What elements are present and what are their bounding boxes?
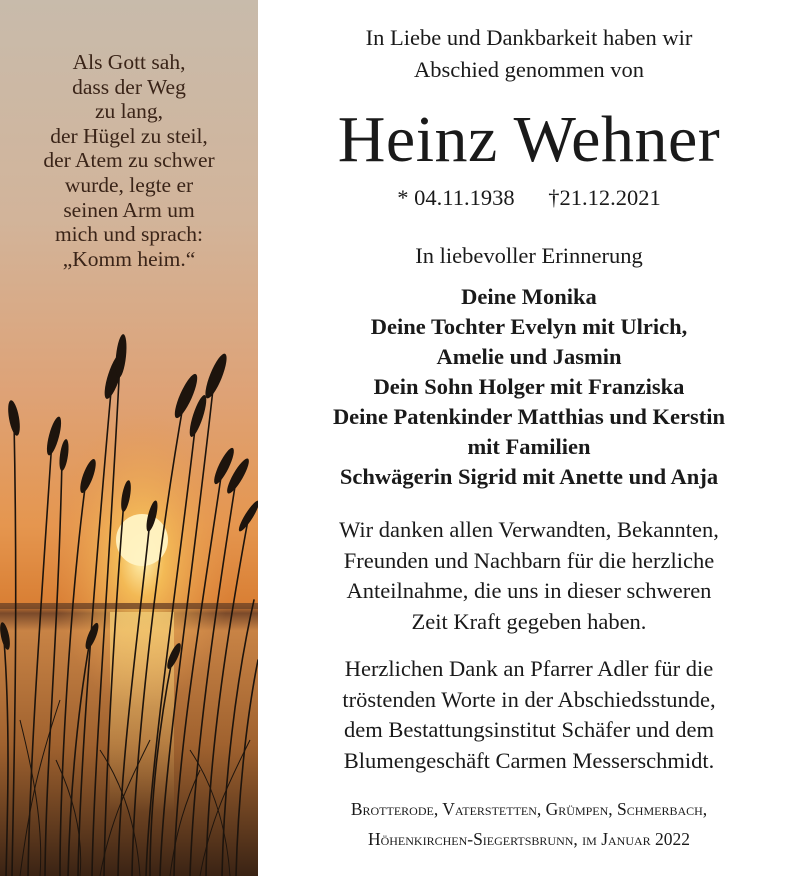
mourner-line: Amelie und Jasmin	[436, 344, 622, 369]
death-date: †21.12.2021	[548, 185, 661, 210]
obituary-text	[258, 0, 800, 876]
thanks-line: Freunden und Nachbarn für die herzliche	[343, 547, 715, 573]
poem-line: „Komm heim.“	[62, 246, 196, 271]
mourner-line: mit Familien	[467, 434, 591, 459]
deceased-name: Heinz Wehner	[337, 103, 721, 176]
poem	[0, 50, 258, 271]
acknowledgement-line: tröstenden Worte in der Abschiedsstunde,	[342, 686, 716, 712]
birth-date: * 04.11.1938	[397, 185, 515, 210]
acknowledgement-paragraph	[258, 654, 800, 776]
mourner-line: Deine Patenkinder Matthias und Kerstin	[332, 404, 726, 429]
poem-line: dass der Weg	[72, 74, 186, 99]
acknowledgement-line: dem Bestattungsinstitut Schäfer und dem	[344, 717, 714, 742]
intro	[258, 22, 800, 86]
mourner-line: Schwägerin Sigrid mit Anette und Anja	[339, 464, 719, 489]
mourner-line: Deine Tochter Evelyn mit Ulrich,	[370, 314, 688, 339]
life-dates	[258, 182, 800, 214]
poem-line: der Atem zu schwer	[43, 148, 215, 173]
acknowledgement-line: Herzlichen Dank an Pfarrer Adler für die	[344, 656, 714, 681]
thanks-line: Anteilnahme, die uns in dieser schweren	[346, 578, 712, 603]
places-line-1: Brotterode, Vaterstetten, Grümpen, Schmerbach,	[350, 799, 708, 819]
places-and-date	[258, 794, 800, 854]
poem-line: seinen Arm um	[63, 197, 195, 222]
acknowledgement-line: Blumengeschäft Carmen Messerschmidt.	[343, 747, 715, 773]
remembrance-heading: In liebevoller Erinnerung	[415, 243, 643, 268]
mourner-line: Deine Monika	[461, 284, 597, 309]
intro-line-1: In Liebe und Dankbarkeit haben wir	[365, 25, 693, 50]
thanks-paragraph	[258, 515, 800, 637]
poem-line: Als Gott sah,	[72, 50, 186, 74]
poem-line: wurde, legte er	[64, 172, 194, 197]
thanks-line: Wir danken allen Verwandten, Bekannten,	[339, 517, 719, 542]
poem-line: der Hügel zu steil,	[50, 123, 208, 148]
poem-line: mich und sprach:	[54, 222, 204, 247]
intro-line-2: Abschied genommen von	[414, 57, 644, 82]
poem-line: zu lang,	[94, 99, 164, 124]
places-line-2: Höhenkirchen-Siegertsbrunn, im Januar 2022	[367, 829, 691, 849]
sunset-reed-photo	[0, 0, 258, 876]
mourner-line: Dein Sohn Holger mit Franziska	[373, 374, 685, 399]
mourners-list	[258, 282, 800, 492]
thanks-line: Zeit Kraft gegeben haben.	[411, 608, 647, 634]
